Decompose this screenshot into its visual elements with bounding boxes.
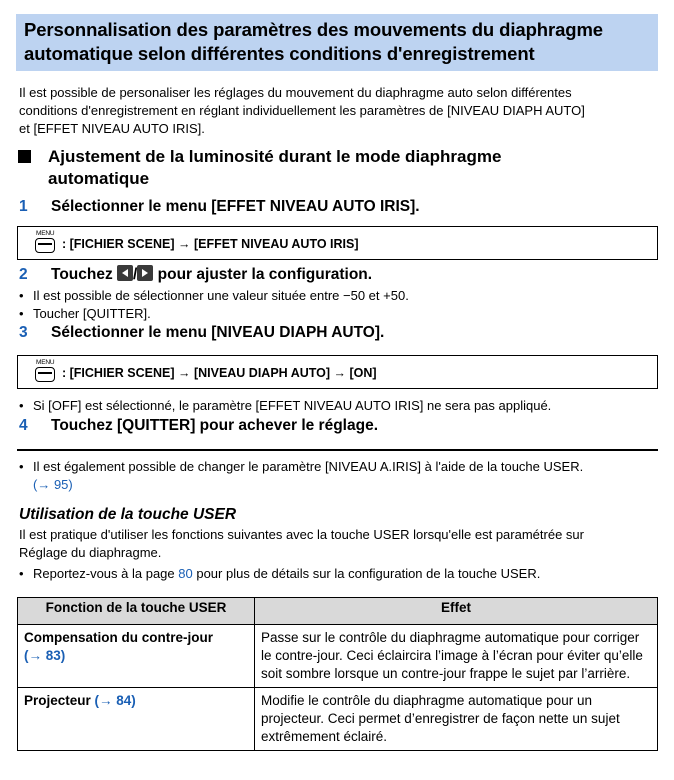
square-bullet-icon: [18, 150, 31, 163]
effect-cell: Passe sur le contrôle du diaphragme automatique pour corriger le contre-jour. Ceci éclaircira l’image à l’écran pour éviter qu’elle soit sombre lorsque un contre-jour frappe le sujet par l’arrière.: [255, 625, 658, 688]
menu-path-text: : [FICHIER SCENE] → [NIVEAU DIAPH AUTO] → [ON]: [62, 366, 377, 380]
table-header-row: [18, 598, 658, 625]
user-function-table: [17, 597, 658, 751]
menu-icon: [34, 359, 58, 385]
table-row: [18, 688, 658, 751]
page-ref-link-84[interactable]: (→ 84): [94, 693, 136, 708]
page-title-line-1: Personnalisation des paramètres des mouvements du diaphragme: [24, 19, 603, 40]
menu-path-text: : [FICHIER SCENE] → [EFFET NIVEAU AUTO IRIS]: [62, 237, 359, 251]
table-row: [18, 625, 658, 688]
arrow-left-icon: [117, 265, 133, 281]
effect-cell: Modifie le contrôle du diaphragme automatique pour un projecteur. Ceci permet d’enregistrer de façon nette un sujet extrêmement éclairé.: [255, 688, 658, 751]
bullet-dot-icon: •: [19, 566, 24, 581]
page-ref-link-95[interactable]: (→ 95): [33, 477, 73, 492]
intro-line-3: et [EFFET NIVEAU AUTO IRIS].: [19, 121, 205, 136]
step-number: 4: [19, 417, 28, 434]
menu-icon-label: MENU: [36, 359, 55, 366]
arrow-right-icon: [137, 265, 153, 281]
intro-paragraph: [19, 84, 659, 138]
step-number: 3: [19, 324, 28, 341]
menu-icon-label: MENU: [36, 230, 55, 237]
step-separator: /: [133, 266, 138, 283]
page-title-box: [16, 14, 658, 71]
step-text-after: pour ajuster la configuration.: [153, 266, 373, 283]
section-heading-line-1: Ajustement de la luminosité durant le mode diaphragme: [48, 147, 502, 166]
page-title-line-2: automatique selon différentes conditions d'enregistrement: [24, 43, 535, 64]
step-text: Sélectionner le menu [NIVEAU DIAPH AUTO].: [51, 324, 385, 341]
menu-path-box-2: [17, 355, 658, 389]
bullet-dot-icon: •: [19, 306, 24, 321]
page-ref-link-83[interactable]: (→ 83): [24, 648, 66, 663]
user-section-line-1: Il est pratique d'utiliser les fonctions suivantes avec la touche USER lorsqu'elle est paramétrée sur: [19, 527, 584, 542]
user-section-paragraph: [19, 526, 659, 562]
bullet-dot-icon: •: [19, 459, 24, 474]
section-heading-line-2: automatique: [48, 169, 150, 188]
column-header-function: Fonction de la touche USER: [18, 598, 255, 625]
menu-icon: [34, 230, 58, 256]
step-text: Sélectionner le menu [EFFET NIVEAU AUTO IRIS].: [51, 198, 420, 215]
bullet-dot-icon: •: [19, 288, 24, 303]
step-number: 2: [19, 266, 28, 283]
menu-path-box-1: [17, 226, 658, 260]
page-ref-link-80[interactable]: 80: [178, 566, 193, 581]
user-section-heading: Utilisation de la touche USER: [19, 506, 237, 523]
user-section-line-2: Réglage du diaphragme.: [19, 545, 162, 560]
bullet-dot-icon: •: [19, 398, 24, 413]
step-text: Touchez [QUITTER] pour achever le réglage.: [51, 417, 378, 434]
divider: [17, 449, 658, 451]
function-cell: Compensation du contre-jour (→ 83): [18, 625, 255, 688]
column-header-effect: Effet: [255, 598, 658, 625]
intro-line-2: conditions d'enregistrement en réglant individuellement les paramètres de [NIVEAU DIAPH AUTO]: [19, 103, 585, 118]
function-cell: Projecteur (→ 84): [18, 688, 255, 751]
step-number: 1: [19, 198, 28, 215]
note-text: Il est également possible de changer le paramètre [NIVEAU A.IRIS] à l'aide de la touche USER.: [33, 459, 584, 474]
step-text-before: Touchez: [51, 266, 118, 283]
intro-line-1: Il est possible de personaliser les réglages du mouvement du diaphragme auto selon différentes: [19, 85, 572, 100]
